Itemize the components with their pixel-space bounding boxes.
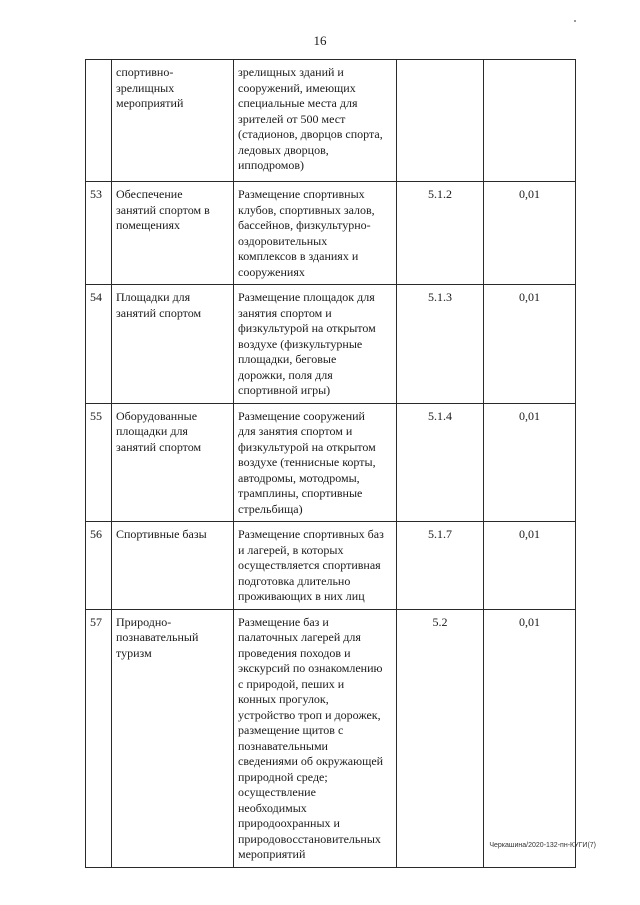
classifier-code: 5.1.7 <box>397 522 484 610</box>
classifier-code: 5.2 <box>397 609 484 867</box>
use-type-name: Природно- познавательный туризм <box>112 609 234 867</box>
classifier-code: 5.1.4 <box>397 403 484 522</box>
use-type-description: Размещение сооружений для занятия спортом и физкультурой на открытом воздухе (теннисные корты, автодромы, мотодромы, трамплины, спортивные стрельбища) <box>234 403 397 522</box>
coefficient-value: 0,01 <box>484 609 576 867</box>
use-type-name: Спортивные базы <box>112 522 234 610</box>
row-number <box>86 60 112 182</box>
coefficient-value: 0,01 <box>484 522 576 610</box>
table-row <box>86 609 576 867</box>
use-type-name: Обеспечение занятий спортом в помещениях <box>112 182 234 285</box>
document-footer: Черкашина/2020-132-пн-КУГИ(7) <box>489 842 596 849</box>
row-number: 57 <box>86 609 112 867</box>
coefficient-value: 0,01 <box>484 285 576 404</box>
table-row <box>86 403 576 522</box>
use-type-name: Оборудованные площадки для занятий спортом <box>112 403 234 522</box>
classifier-code: 5.1.2 <box>397 182 484 285</box>
coefficient-value: 0,01 <box>484 182 576 285</box>
scan-speck <box>574 20 576 22</box>
row-number: 56 <box>86 522 112 610</box>
coefficient-value <box>484 60 576 182</box>
use-type-description: Размещение спортивных клубов, спортивных залов, бассейнов, физкультурно- оздоровительных комплексов в зданиях и сооружениях <box>234 182 397 285</box>
use-type-description: зрелищных зданий и сооружений, имеющих специальные места для зрителей от 500 мест (стадионов, дворцов спорта, ледовых дворцов, ипподромов) <box>234 60 397 182</box>
use-type-name: спортивно- зрелищных мероприятий <box>112 60 234 182</box>
classifier-code: 5.1.3 <box>397 285 484 404</box>
row-number: 53 <box>86 182 112 285</box>
use-type-description: Размещение площадок для занятия спортом и физкультурой на открытом воздухе (физкультурные площадки, беговые дорожки, поля для спортивной игры) <box>234 285 397 404</box>
table-row <box>86 182 576 285</box>
use-type-name: Площадки для занятий спортом <box>112 285 234 404</box>
use-type-description: Размещение баз и палаточных лагерей для проведения походов и экскурсий по ознакомлению с природой, пеших и конных прогулок, устройство троп и дорожек, размещение щитов с познавательными сведениями об окружающей природной среде; осуществление необходимых природоохранных и природовосстановительных мероприятий <box>234 609 397 867</box>
row-number: 55 <box>86 403 112 522</box>
use-type-description: Размещение спортивных баз и лагерей, в которых осуществляется спортивная подготовка длительно проживающих в них лиц <box>234 522 397 610</box>
row-number: 54 <box>86 285 112 404</box>
table-row <box>86 60 576 182</box>
land-use-table <box>85 59 576 868</box>
page-number: 16 <box>313 33 327 48</box>
coefficient-value: 0,01 <box>484 403 576 522</box>
table-row <box>86 285 576 404</box>
classifier-code <box>397 60 484 182</box>
table-row <box>86 522 576 610</box>
